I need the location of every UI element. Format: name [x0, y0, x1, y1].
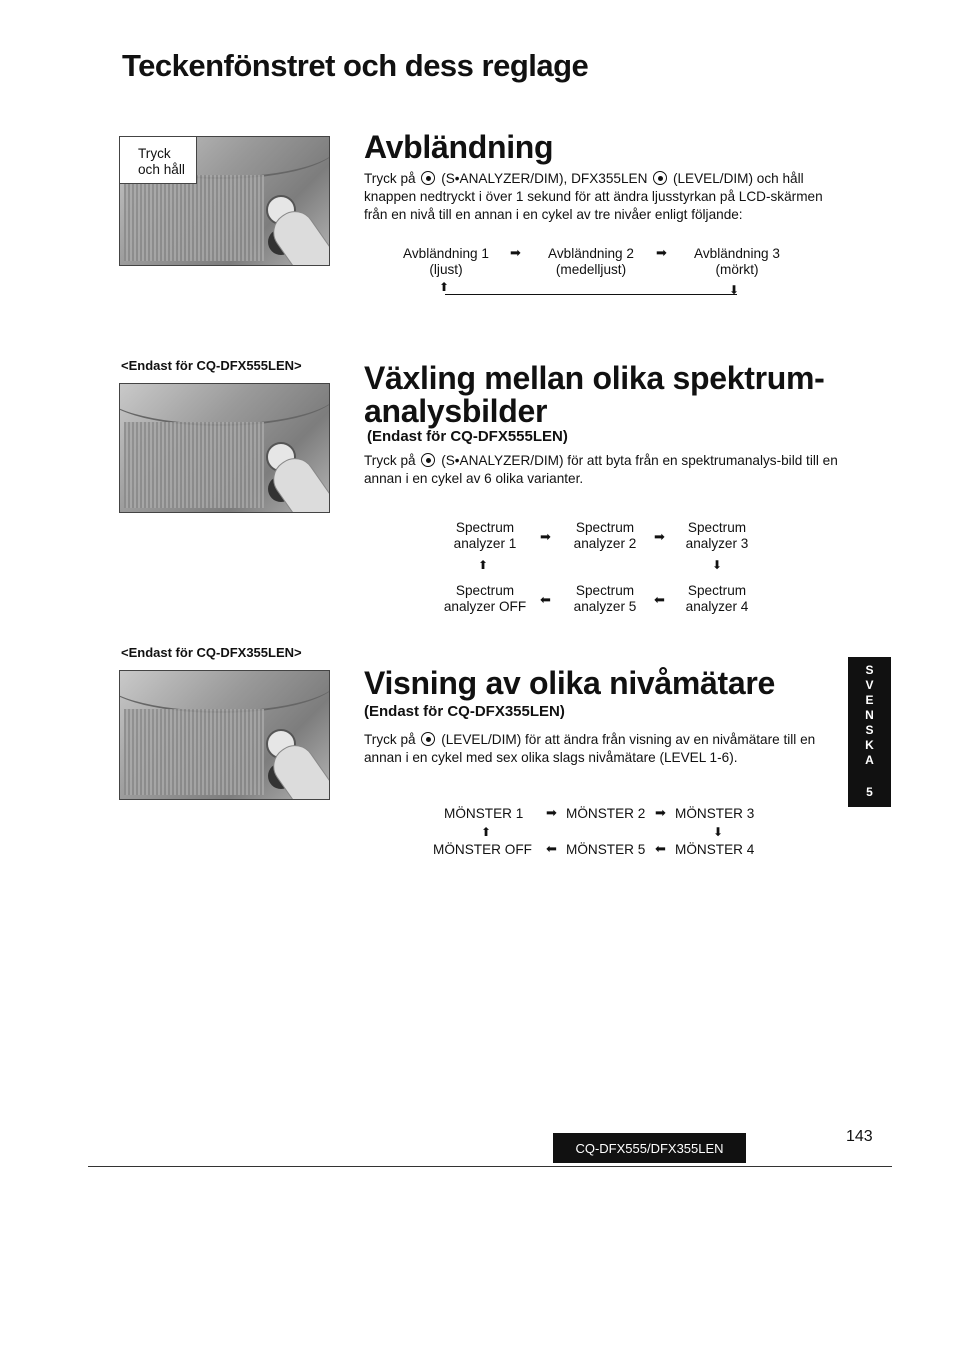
dimmer-step-1: Avbländning 1 (ljust): [403, 246, 489, 277]
left-arrow-icon: ⬅: [655, 841, 666, 856]
language-tab: S V E N S K A 5: [848, 657, 891, 807]
dimmer-step-2: Avbländning 2 (medelljust): [548, 246, 634, 277]
press-hold-label-2: och håll: [138, 162, 185, 177]
section-body-level-meter: Tryck på (LEVEL/DIM) för att ändra från visning av en nivåmätare till en annan i en cykel med sex olika slags nivåmätare (LEVEL 1-6).: [364, 732, 816, 765]
pattern-step-4: MÖNSTER 4: [675, 842, 755, 857]
model-note-355: <Endast för CQ-DFX355LEN>: [121, 645, 302, 660]
pattern-step-1: MÖNSTER 1: [444, 806, 524, 821]
pattern-step-5: MÖNSTER 5: [566, 842, 646, 857]
spectrum-step-2: Spectrum analyzer 2: [573, 520, 637, 551]
cycle-return-line: [445, 294, 737, 295]
device-photo-2: [119, 383, 330, 513]
section-body-dimmer: Tryck på (S•ANALYZER/DIM), DFX355LEN (LEVEL/DIM) och håll knappen nedtryckt i över 1 sekund för att ändra ljusstyrkan på LCD-skärmen från en nivå till en annan i en cykel av tre nivåer enligt följande:: [364, 171, 823, 222]
up-arrow-icon: ⬆: [439, 280, 450, 294]
button-dot-icon: [421, 171, 435, 185]
left-arrow-icon: ⬅: [546, 841, 557, 856]
spectrum-step-1: Spectrum analyzer 1: [453, 520, 517, 551]
pattern-step-off: MÖNSTER OFF: [433, 842, 532, 857]
right-arrow-icon: ➡: [654, 529, 665, 544]
page-title: Teckenfönstret och dess reglage: [122, 48, 589, 83]
device-photo-3: [119, 670, 330, 800]
right-arrow-icon: ➡: [510, 245, 521, 260]
up-arrow-icon: ⬆: [478, 558, 489, 572]
page-number: 143: [846, 1128, 873, 1145]
down-arrow-icon: ⬇: [729, 283, 740, 297]
button-dot-icon: [421, 732, 435, 746]
right-arrow-icon: ➡: [540, 529, 551, 544]
press-hold-label-1: Tryck: [138, 146, 171, 161]
spectrum-step-3: Spectrum analyzer 3: [685, 520, 749, 551]
footer-rule: [88, 1166, 892, 1167]
dimmer-step-3: Avbländning 3 (mörkt): [694, 246, 780, 277]
left-arrow-icon: ⬅: [540, 592, 551, 607]
up-arrow-icon: ⬆: [481, 825, 492, 839]
spectrum-step-5: Spectrum analyzer 5: [573, 583, 637, 614]
device-photo-1: [119, 136, 330, 266]
section-subtitle-spectrum: (Endast för CQ-DFX555LEN): [367, 428, 568, 445]
model-note-555: <Endast för CQ-DFX555LEN>: [121, 358, 302, 373]
section-title-spectrum: Växling mellan olika spektrum- analysbilder: [364, 360, 825, 429]
down-arrow-icon: ⬇: [713, 825, 724, 839]
right-arrow-icon: ➡: [546, 805, 557, 820]
spectrum-step-4: Spectrum analyzer 4: [685, 583, 749, 614]
left-arrow-icon: ⬅: [654, 592, 665, 607]
down-arrow-icon: ⬇: [712, 558, 723, 572]
button-dot-icon: [421, 453, 435, 467]
pattern-step-2: MÖNSTER 2: [566, 806, 646, 821]
section-subtitle-level-meter: (Endast för CQ-DFX355LEN): [364, 703, 565, 720]
model-name-box: CQ-DFX555/DFX355LEN: [553, 1133, 746, 1163]
right-arrow-icon: ➡: [656, 245, 667, 260]
section-title-dimmer: Avbländning: [364, 129, 554, 165]
chapter-number: 5: [866, 785, 873, 799]
right-arrow-icon: ➡: [655, 805, 666, 820]
button-dot-icon: [653, 171, 667, 185]
pattern-step-3: MÖNSTER 3: [675, 806, 755, 821]
spectrum-step-off: Spectrum analyzer OFF: [443, 583, 527, 614]
section-body-spectrum: Tryck på (S•ANALYZER/DIM) för att byta från en spektrumanalys-bild till en annan i en cykel av 6 olika varianter.: [364, 453, 838, 486]
section-title-level-meter: Visning av olika nivåmätare: [364, 665, 776, 701]
